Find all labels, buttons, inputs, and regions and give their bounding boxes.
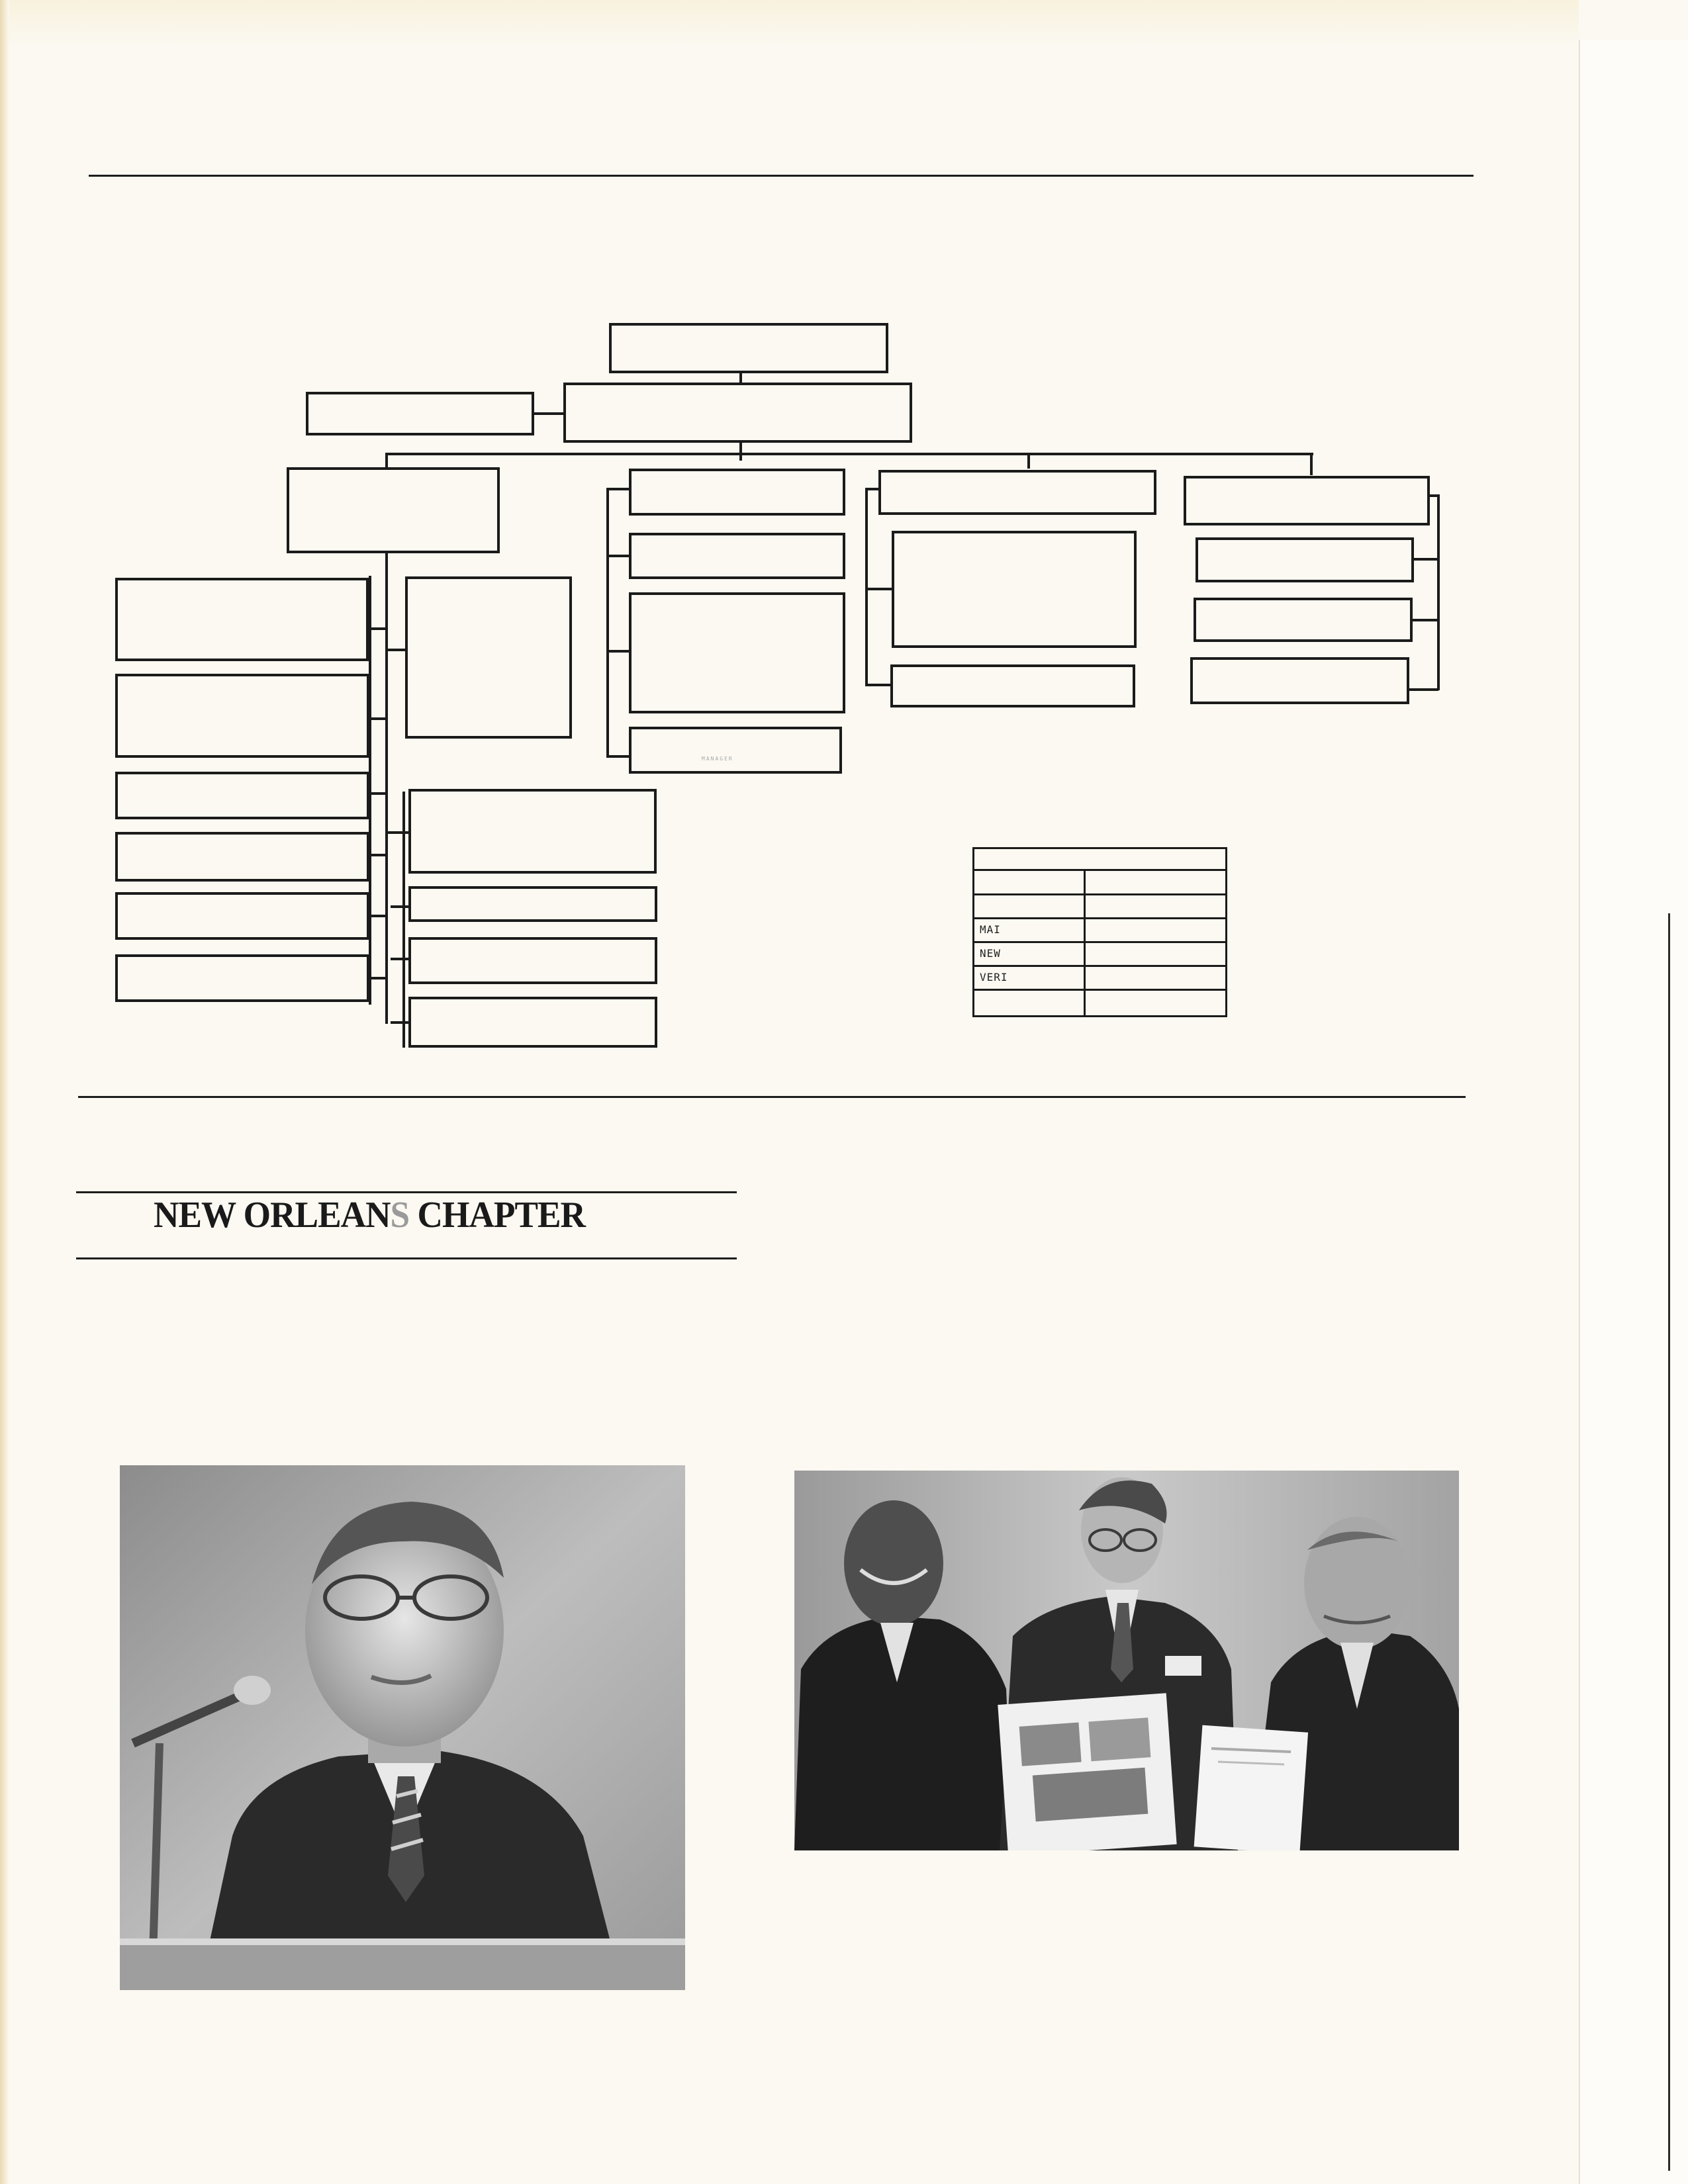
top-rule [89,175,1474,177]
org-box-col1-b1 [405,576,572,739]
legend-row [974,895,1225,919]
org-box-second [563,383,912,443]
org-box-col3-b [890,664,1135,707]
org-box-col4-a [1196,537,1414,582]
section-rule-bottom [76,1257,737,1259]
org-box-col1-b4 [408,937,657,984]
section-title: NEW ORLEANS CHAPTER [154,1195,586,1236]
org-box-col1-a4 [115,832,369,882]
org-box-col4-c [1190,657,1409,704]
legend-row: MAI [974,919,1225,943]
page-edge-right [1579,40,1688,2184]
legend-table [972,847,1227,1017]
org-box-col2-b [629,592,845,713]
org-box-col1-a1 [115,578,369,661]
org-box-col2-a [629,533,845,579]
legend-row: NEW [974,943,1225,967]
org-box-col1-b5 [408,997,657,1048]
photo-speaker [120,1465,685,1990]
org-box-col1-head [287,467,500,553]
org-box-col1-a5 [115,892,369,940]
org-box-col3-a [892,531,1137,648]
org-box-side [306,392,534,435]
org-box-col2-c [629,727,842,774]
legend-row [974,849,1225,871]
org-box-col1-a2 [115,674,369,758]
faint-stamp-text: MANAGER [702,756,733,762]
org-box-col1-a3 [115,772,369,819]
org-box-top [609,323,888,373]
legend-row: VERI [974,967,1225,991]
org-box-col1-b3 [408,886,657,922]
top-band [9,0,1579,46]
org-box-col2-head [629,469,845,516]
legend-row [974,871,1225,895]
speaker-photo-image [120,1465,685,1990]
page-edge-left [0,0,9,2184]
middle-rule [78,1096,1466,1098]
presentation-photo-image [794,1471,1459,1850]
section-rule-top [76,1191,737,1193]
org-box-col4-b [1194,598,1413,642]
org-box-col1-b2 [408,789,657,874]
page-edge-right-line [1668,913,1670,2171]
org-box-col4-head [1184,476,1430,525]
photo-presentation [794,1471,1459,1850]
org-box-col1-a6 [115,954,369,1002]
org-box-col3-head [878,470,1156,515]
